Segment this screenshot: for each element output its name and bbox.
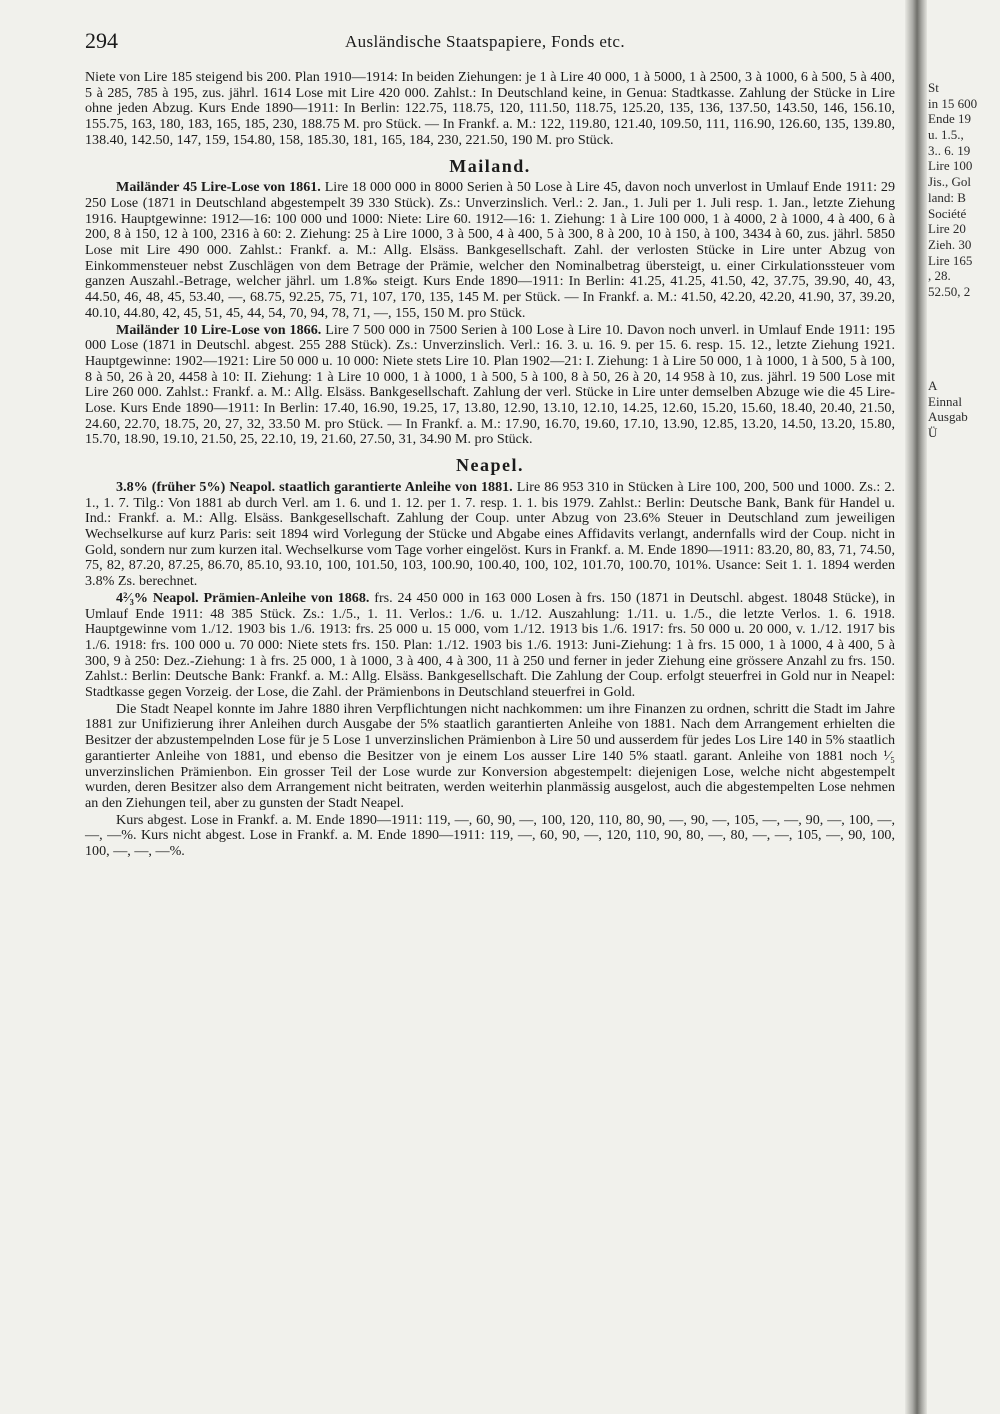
facing-page-line: 52.50, 2 [928,283,971,299]
entry-text: Lire 18 000 000 in 8000 Serien à 50 Lose à Lire 45, davon noch unverlost in Umlauf Ende 1911: 29 250 Lose (1871 in Deutschland abgestempelt 39 330 Stück). Zs.: Unverzinslich. Verl.: 2. Jan., 1. Juli per 1. Juli resp. 1. Jan., letzte Ziehung 1916. Hauptgewinne: 1912—16: 100 000 und 1000: Niete: Lire 60. 1912—16: 1. Ziehung: 1 à Lire 100 000, 1 à 4000, 2 à 1000, 4 à 400, 6 à 200, 8 à 150, 12 à 100, 2316 à 60: 2. Ziehung: 25 à Lire 1000, 3 à 500, 4 à 400, 5 à 300, 8 à 200, 10 à 150, à 100, 3434 à 60, zus. jährl. 5850 Lose mit Lire 490 000. Zahlst.: Frankf. a. M.: Allg. Elsäss. Bankgesellschaft. Zahl. der verlosten Stücke in Lire unter Abzug von Einkommensteuer nebst Zuschlägen von dem Betrage der Prämie, welcher den Nominalbetrag übersteigt, u. einer Cirkulationssteuer vom ganzen Auszahl.-Betrage, welcher jährl. um 1.8‰ steigt. Kurs Ende 1890—1911: In Berlin: 41.25, 41.25, 41.50, 42, 37.75, 39.90, 40, 43, 44.50, 46, 48, 45, 53.40, —, 68.75, 92.25, 75, 71, 107, 170, 135, 145 M. per Stück. — In Frankf. a. M.: 41.50, 42.20, 42.20, 41.90, 37, 39.20, 40.10, 44.80, 42, 45, 51, 45, 44, 54, 70, 94, 78, 71, —, 155, 150 M. pro Stück. [85,179,895,321]
paragraph [85,323,895,449]
facing-page-line: land: B [928,189,966,205]
facing-page-line: Lire 165 [928,252,973,268]
entry-text: Kurs abgest. Lose in Frankf. a. M. Ende 1890—1911: 119, —, 60, 90, —, 100, 120, 110, 80, 90, —, 90, —, 105, —, —, 90, —, 100, —, —, —%. Kurs nicht abgest. Lose in Frankf. a. M. Ende 1890—1911: 119, —, 60, 90, —, 120, 110, 90, 80, —, 80, —, —, 105, —, 90, 100, 100, —, —, —%. [85,811,895,860]
facing-page-line: in 15 600 [928,95,978,111]
facing-page-line [928,315,1000,331]
facing-page-line: Ende 19 [928,111,971,127]
facing-page-line [928,362,1000,378]
facing-page-line [928,347,1000,363]
entry-title: Mailänder 45 Lire-Lose von 1861. [116,179,321,196]
paragraph [85,70,895,149]
facing-page-line: , 28. [928,268,951,284]
facing-page-line: Ausgab [928,409,968,425]
entry-title: Mailänder 10 Lire-Lose von 1866. [116,321,322,338]
facing-page-line: Einnal [928,393,962,409]
facing-page-line: Zieh. 30 [928,236,972,252]
facing-page-line [928,300,1000,316]
entry-text: frs. 24 450 000 in 163 000 Losen à frs. 150 (1871 in Deutschl. abgest. 18048 Stücke), in Umlauf Ende 1911: 48 385 Stück. Zs.: 1./5., 1. 11. Verlos.: 1./6. u. 1./12. Auszahlung: 1./11. u. 1./5., die letzte Verlos. 1. 6. 1918. Hauptgewinne vom 1./12. 1903 bis 1./6. 1913: frs. 25 000 u. 15 000, vom 1./12. 1913 bis 1./6. 1917: frs. 50 000 u. 20 000, v. 1./12. 1917 bis 1./6. 1918: frs. 100 000 u. 70 000: Niete stets frs. 150. Plan: 1./12. 1903 bis 1./6. 1913: Juni-Ziehung: 1 à frs. 15 000, 1 à 1000, 4 à 400, 5 à 300, 9 à 250: Dez.-Ziehung: 1 à frs. 25 000, 1 à 1000, 3 à 400, 4 à 300, 11 à 250 und ferner in jeder Ziehung eine grössere Anzahl zu frs. 150. Zahlst.: Berlin: Deutsche Bank: Frankf. a. M.: Allg. Elsäss. Bankgesellschaft. Die Zahlung der Coup. erfolgt steuerfrei in Gold nur in Neapel: Stadtkasse gegen Vorzeig. der Lose, die Zahl. der Prämienbons in Deutschland steuerfrei in Gold. [85,589,895,701]
entry-title: 3.8% (früher 5%) Neapol. staatlich garantierte Anleihe von 1881. [116,478,513,495]
book-gutter [905,0,927,1414]
facing-page-line: Ü [928,425,938,441]
entry-text: Die Stadt Neapel konnte im Jahre 1880 ihren Verpflichtungen nicht nachkommen: um ihre Finanzen zu ordnen, schritt die Stadt im Jahre 1881 zur Unifizierung ihrer Anleihen durch Ausgabe der 5% staatlich garantierten Anleihe von 1881. Nach dem Arrangement erhielten die Besitzer der abzustempelnden Lose für je 5 Lose 1 unverzinslichen Prämienbon à Lire 50 und ausserdem für jedes Los Lire 140 in 5% staatlich garantierter Anleihe von 1881, und ebenso die Besitzer von je einem Los ausser Lire 140 5% staatl. garant. Anleihe von 1881 noch ¹⁄₅ unverzinslichen Prämienbon. Ein grosser Teil der Lose wurde zur Konversion abgestempelt: diejenigen Lose, welche nicht abgestempelt wurden, deren Besitzer also dem Arrangement nicht beitraten, werden weiterhin planmässig ausgelost, auch die abgestempelten Lose nehmen an den Ziehungen teil, aber zu gunsten der Stadt Neapel. [85,700,895,811]
paragraph [85,480,895,590]
page-number: 294 [85,28,118,53]
facing-page-line: u. 1.5., [928,127,964,143]
paragraph [85,591,895,701]
entry-text: Lire 7 500 000 in 7500 Serien à 100 Lose à Lire 10. Davon noch unverl. in Umlauf Ende 1911: 195 000 Lose (1871 in Deutschl. abgest. 255 288 Stück). Zs.: Unverzinslich. Verl.: 16. 3. u. 16. 9. per 15. 6. resp. 15. 12., letzte Ziehung 1921. Hauptgewinne: 1902—1921: Lire 50 000 u. 10 000: Niete stets Lire 10. Plan 1902—21: I. Ziehung: 1 à Lire 50 000, 1 à 1000, 1 à 500, 5 à 100, 8 à 50, 26 à 20, 4458 à 10: II. Ziehung: 1 à Lire 10 000, 1 à 1000, 1 à 500, 5 à 100, 8 à 50, 26 à 20, 14 958 à 10, zus. jährl. 19 500 Lose mit Lire 260 000. Zahlst.: Frankf. a. M.: Allg. Elsäss. Bankgesellschaft. Zahlung der verl. Stücke in Lire unter demselben Abzuge wie die 45 Lire-Lose. Kurs Ende 1890—1911: In Berlin: 17.40, 16.90, 19.25, 17, 13.80, 12.90, 13.10, 12.10, 14.25, 12.60, 15.20, 15.60, 18.40, 20.40, 21.50, 24.60, 22.70, 18.75, 20, 27, 32, 33.50 M. pro Stück. — In Frankf. a. M.: 17.90, 16.70, 19.60, 17.10, 13.90, 12.85, 13.20, 14.50, 13.20, 15.80, 15.70, 18.90, 19.10, 21.50, 25, 22.10, 19, 21.60, 27.50, 31, 34.90 M. pro Stück. [85,321,895,448]
entry-text: Lire 86 953 310 in Stücken à Lire 100, 200, 500 und 1000. Zs.: 2. 1., 1. 7. Tilg.: Von 1881 ab durch Verl. am 1. 6. und 1. 12. per 1. 7. resp. 1. 1. bis 1979. Zahlst.: Berlin: Deutsche Bank, Bank für Handel u. Ind.: Frankf. a. M.: Allg. Elsäss. Bankgesellschaft. Zahlung der Coup. unter Abzug von 23.6% Steuer in Deutschland zum jeweiligen Wechselkurse auf kurz Paris: seit 1894 wird Vorlegung der Stücke und Abgabe eines Affidavits verlangt, andernfalls wird der Coup. nicht in Gold, sondern nur zum kurzen ital. Wechselkurse vom Tage vorher eingelöst. Kurs in Frankf. a. M. Ende 1890—1911: 83.20, 80, 83, 71, 74.50, 75, 82, 87.20, 87.25, 86.70, 85.10, 93.10, 100, 101.50, 103, 100.90, 100.40, 100, 102, 101.70, 100.70, 101%. Usance: Seit 1. 1. 1894 werden 3.8% Zs. berechnet. [85,478,895,590]
paragraph [85,180,895,321]
facing-page-line: Lire 100 [928,158,973,174]
facing-page-line: Lire 20 [928,221,966,237]
facing-page-line: Société [928,205,967,221]
section-heading: Mailand. [449,155,531,176]
facing-page-line: A [928,378,938,394]
page-header [85,28,885,56]
facing-page-line: 3.. 6. 19 [928,142,971,158]
section-heading: Neapel. [456,455,524,476]
paragraph [85,813,895,860]
facing-page-line [928,331,1000,347]
facing-page-line: St [928,80,939,95]
facing-page-fragment [928,80,1000,441]
running-title: Ausländische Staatspapiere, Fonds etc. [344,32,626,51]
entry-text: Niete von Lire 185 steigend bis 200. Plan 1910—1914: In beiden Ziehungen: je 1 à Lire 40 000, 1 à 5000, 1 à 2500, 3 à 1000, 6 à 500, 5 à 400, 5 à 285, 785 à 195, zus. jährl. 1614 Lose mit Lire 420 000. Zahlst.: In Deutschland keine, in Genua: Stadtkasse. Zahlung der Stücke in Lire ohne jeden Abzug. Kurs Ende 1890—1911: In Berlin: 122.75, 118.75, 120, 111.50, 118.75, 125.20, 135, 136, 137.50, 143.50, 146, 156.10, 155.75, 163, 180, 183, 165, 185, 230, 188.75 M. pro Stück. — In Frankf. a. M.: 122, 119.80, 121.40, 109.50, 111, 116.90, 126.60, 135, 139.80, 138.40, 142.50, 147, 159, 154.80, 158, 185.30, 181, 165, 184, 230, 221.50, 190 M. pro Stück. [85,69,895,148]
paragraph [85,702,895,812]
main-text-column [85,70,895,861]
entry-title: 4²⁄₃% Neapol. Prämien-Anleihe von 1868. [116,589,370,606]
facing-page-line: Jis., Gol [928,174,971,190]
